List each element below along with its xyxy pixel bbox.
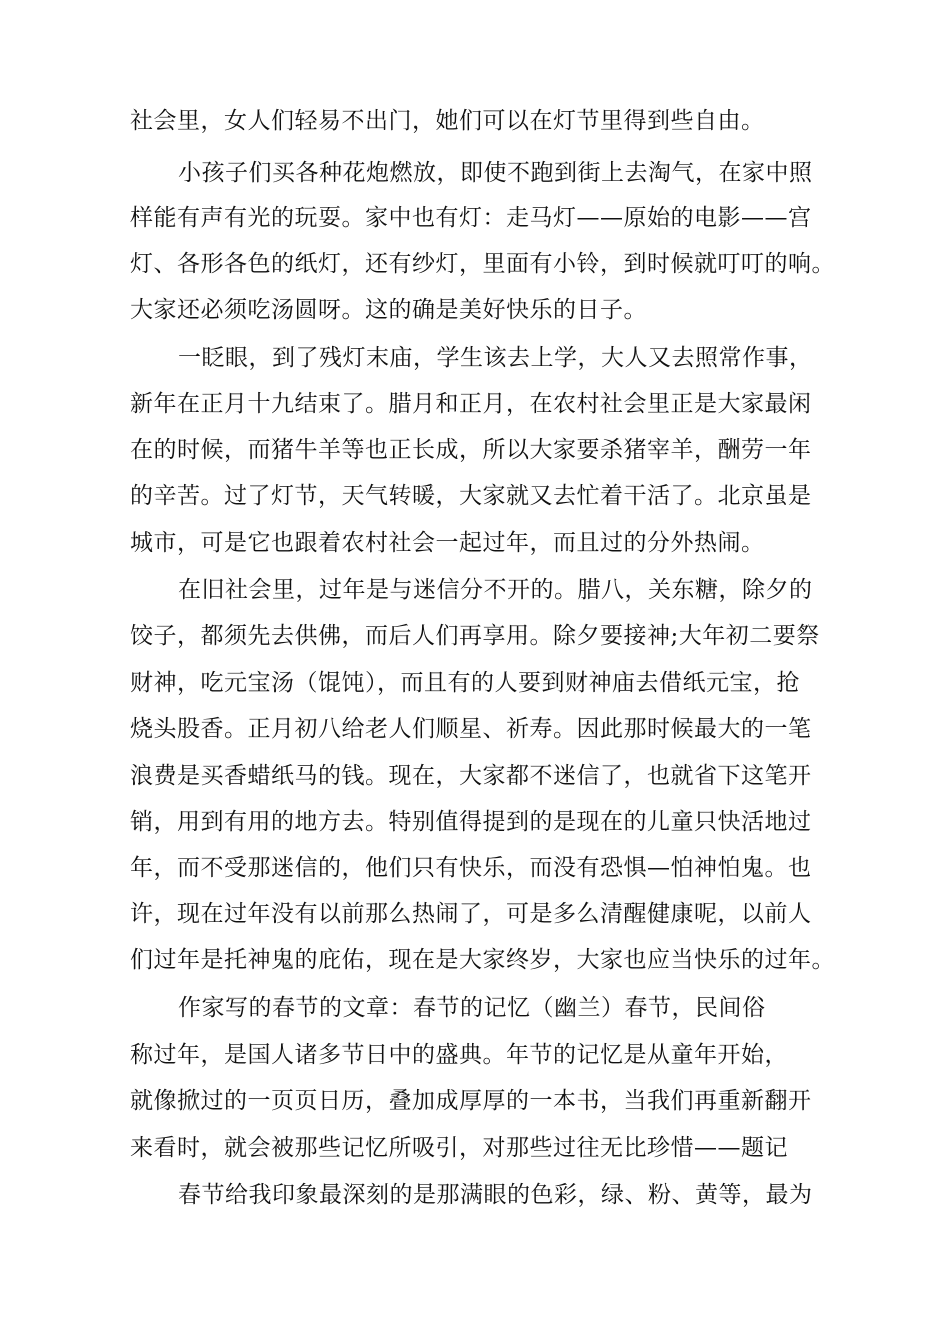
paragraph-start-line: 小孩子们买各种花炮燃放，即使不跑到街上去淘气，在家中照 (178, 160, 813, 186)
text-line: 浪费是买香蜡纸马的钱。现在，大家都不迷信了，也就省下这笔开 (130, 763, 812, 789)
text-line: 大家还必须吃汤圆呀。这的确是美好快乐的日子。 (130, 297, 647, 323)
text-line: 烧头股香。正月初八给老人们顺星、祈寿。因此那时候最大的一笔 (130, 716, 812, 742)
text-line: 就像掀过的一页页日历，叠加成厚厚的一本书，当我们再重新翻开 (130, 1088, 812, 1114)
text-line: 年，而不受那迷信的，他们只有快乐，而没有恐惧—怕神怕鬼。也 (130, 855, 812, 881)
text-line: 在的时候，而猪牛羊等也正长成，所以大家要杀猪宰羊，酬劳一年 (130, 437, 812, 463)
text-line: 来看时，就会被那些记忆所吸引，对那些过往无比珍惜——题记 (130, 1135, 788, 1161)
text-line: 城市，可是它也跟着农村社会一起过年，而且过的分外热闹。 (130, 530, 765, 556)
text-line: 样能有声有光的玩耍。家中也有灯：走马灯——原始的电影——宫 (130, 205, 812, 231)
text-line: 财神，吃元宝汤（馄饨），而且有的人要到财神庙去借纸元宝，抢 (130, 670, 800, 696)
paragraph-start-line: 春节给我印象最深刻的是那满眼的色彩，绿、粉、黄等，最为 (178, 1182, 813, 1208)
text-line: 们过年是托神鬼的庇佑，现在是大家终岁，大家也应当快乐的过年。 (130, 947, 835, 973)
text-line: 新年在正月十九结束了。腊月和正月，在农村社会里正是大家最闲 (130, 391, 812, 417)
paragraph-start-line: 在旧社会里，过年是与迷信分不开的。腊八，关东糖，除夕的 (178, 577, 813, 603)
text-line: 许，现在过年没有以前那么热闹了，可是多么清醒健康呢，以前人 (130, 901, 812, 927)
text-line: 销，用到有用的地方去。特别值得提到的是现在的儿童只快活地过 (130, 809, 812, 835)
text-line: 社会里，女人们轻易不出门，她们可以在灯节里得到些自由。 (130, 108, 765, 134)
text-line: 饺子，都须先去供佛，而后人们再享用。除夕要接神;大年初二要祭 (130, 623, 820, 649)
text-line: 灯、各形各色的纸灯，还有纱灯，里面有小铃，到时候就叮叮的响。 (130, 251, 835, 277)
text-line: 的辛苦。过了灯节，天气转暖，大家就又去忙着干活了。北京虽是 (130, 483, 812, 509)
paragraph-start-line: 一眨眼，到了残灯末庙，学生该去上学，大人又去照常作事， (178, 345, 813, 371)
text-line: 称过年，是国人诸多节日中的盛典。年节的记忆是从童年开始， (130, 1042, 788, 1068)
paragraph-start-line: 作家写的春节的文章：春节的记忆（幽兰）春节，民间俗 (178, 995, 766, 1021)
